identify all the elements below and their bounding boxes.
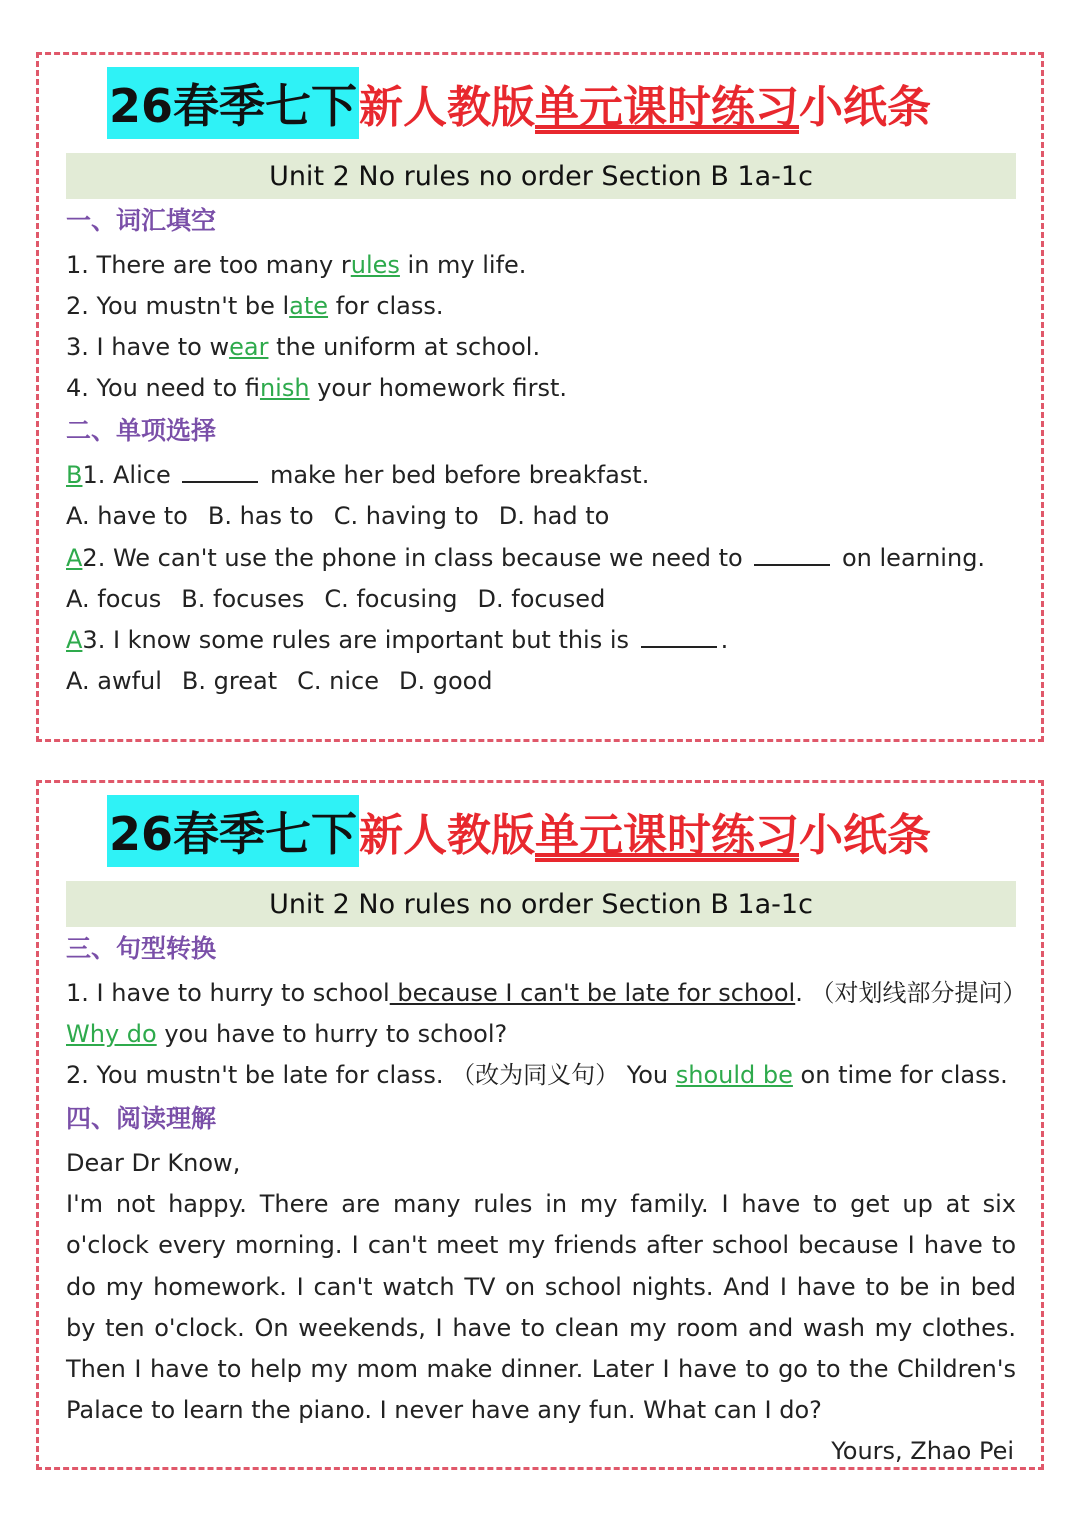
transform-item-1	[66, 975, 1026, 1011]
vocab-text: your homework first.	[309, 374, 568, 402]
mc-stem: 3. I know some rules are important but this is	[82, 626, 637, 654]
option: C. focusing	[324, 585, 458, 613]
mc-question	[66, 622, 728, 658]
section-heading-choice: 二、单项选择	[66, 416, 217, 445]
answer-blank	[754, 542, 830, 566]
card-title	[107, 795, 931, 867]
mc-stem: 2. We can't use the phone in class because we need to	[82, 544, 751, 572]
vocab-answer: ate	[289, 292, 329, 320]
vocab-text: for class.	[328, 292, 444, 320]
option: D. good	[398, 667, 493, 695]
option: A. awful	[66, 667, 162, 695]
answer-blank	[641, 624, 717, 648]
answer-blank	[182, 459, 258, 483]
mc-options	[66, 581, 625, 617]
title-red-3: 小纸条	[799, 810, 932, 861]
transform-answer-1	[66, 1016, 507, 1052]
unit-banner: Unit 2 No rules no order Section B 1a-1c	[66, 881, 1016, 927]
title-red-3: 小纸条	[799, 82, 932, 133]
note-card-1	[36, 52, 1044, 742]
letter-greeting: Dear Dr Know,	[66, 1149, 241, 1177]
mc-answer: A	[66, 544, 83, 572]
letter-body: I'm not happy. There are many rules in my family. I have to get up at six o'clock every morning. I can't meet my friends after school because I have to do my homework. I can't watch TV on school nights. And I have to be in bed by ten o'clock. On weekends, I have to clean my room and wash my clothes. Then I have to help my mom make dinner. Later I have to go to the Children's Palace to learn the piano. I never have any fun. What can I do?	[66, 1190, 1016, 1425]
vocab-answer: inish	[259, 374, 310, 402]
vocab-item	[66, 329, 540, 365]
mc-answer: B	[66, 461, 83, 489]
vocab-text: in my life.	[399, 251, 527, 279]
transform-item-2	[66, 1057, 1008, 1093]
mc-stem: on learning.	[834, 544, 986, 572]
underlined-part: because I can't be late for school	[389, 979, 796, 1007]
title-red-2: 单元课时练习	[535, 82, 800, 133]
option: B. great	[181, 667, 278, 695]
vocab-text: 1. There are too many r	[66, 251, 351, 279]
title-highlight: 26春季七下	[107, 67, 359, 139]
title-red-1: 新人教版	[359, 82, 536, 133]
mc-stem: .	[720, 626, 729, 654]
option: A. have to	[66, 502, 188, 530]
option: B. focuses	[181, 585, 305, 613]
section-heading-reading: 四、阅读理解	[66, 1104, 217, 1133]
option: C. nice	[297, 667, 379, 695]
title-red-1: 新人教版	[359, 810, 536, 861]
vocab-answer: ules	[350, 251, 400, 279]
transform-text: 1. I have to hurry to school	[66, 979, 390, 1007]
vocab-item	[66, 288, 444, 324]
note-card-2	[36, 780, 1044, 1470]
option: D. focused	[477, 585, 606, 613]
mc-options	[66, 663, 513, 699]
mc-answer: A	[66, 626, 83, 654]
vocab-text: the uniform at school.	[268, 333, 541, 361]
vocab-answer: ear	[229, 333, 269, 361]
transform-text: you have to hurry to school?	[156, 1020, 508, 1048]
mc-question	[66, 540, 985, 576]
vocab-text: 2. You mustn't be l	[66, 292, 290, 320]
transform-text: 2. You mustn't be late for class. （改为同义句） You	[66, 1061, 676, 1089]
vocab-item	[66, 247, 526, 283]
mc-question	[66, 457, 649, 493]
option: D. had to	[498, 502, 610, 530]
mc-stem: make her bed before breakfast.	[262, 461, 650, 489]
transform-text: on time for class.	[792, 1061, 1008, 1089]
option: B. has to	[207, 502, 314, 530]
mc-options	[66, 498, 629, 534]
section-heading-vocab: 一、词汇填空	[66, 206, 217, 235]
vocab-text: 3. I have to w	[66, 333, 230, 361]
unit-banner: Unit 2 No rules no order Section B 1a-1c	[66, 153, 1016, 199]
card-title	[107, 67, 931, 139]
mc-stem: 1. Alice	[82, 461, 179, 489]
section-heading-transform: 三、句型转换	[66, 934, 217, 963]
option: C. having to	[333, 502, 479, 530]
title-red-2: 单元课时练习	[535, 810, 800, 861]
title-highlight: 26春季七下	[107, 795, 359, 867]
option: A. focus	[66, 585, 162, 613]
letter-signature: Yours, Zhao Pei	[831, 1437, 1014, 1465]
vocab-item	[66, 370, 567, 406]
vocab-text: 4. You need to f	[66, 374, 260, 402]
transform-answer: should be	[675, 1061, 793, 1089]
transform-instruction: . （对划线部分提问）	[795, 979, 1027, 1007]
transform-answer: Why do	[66, 1020, 157, 1048]
